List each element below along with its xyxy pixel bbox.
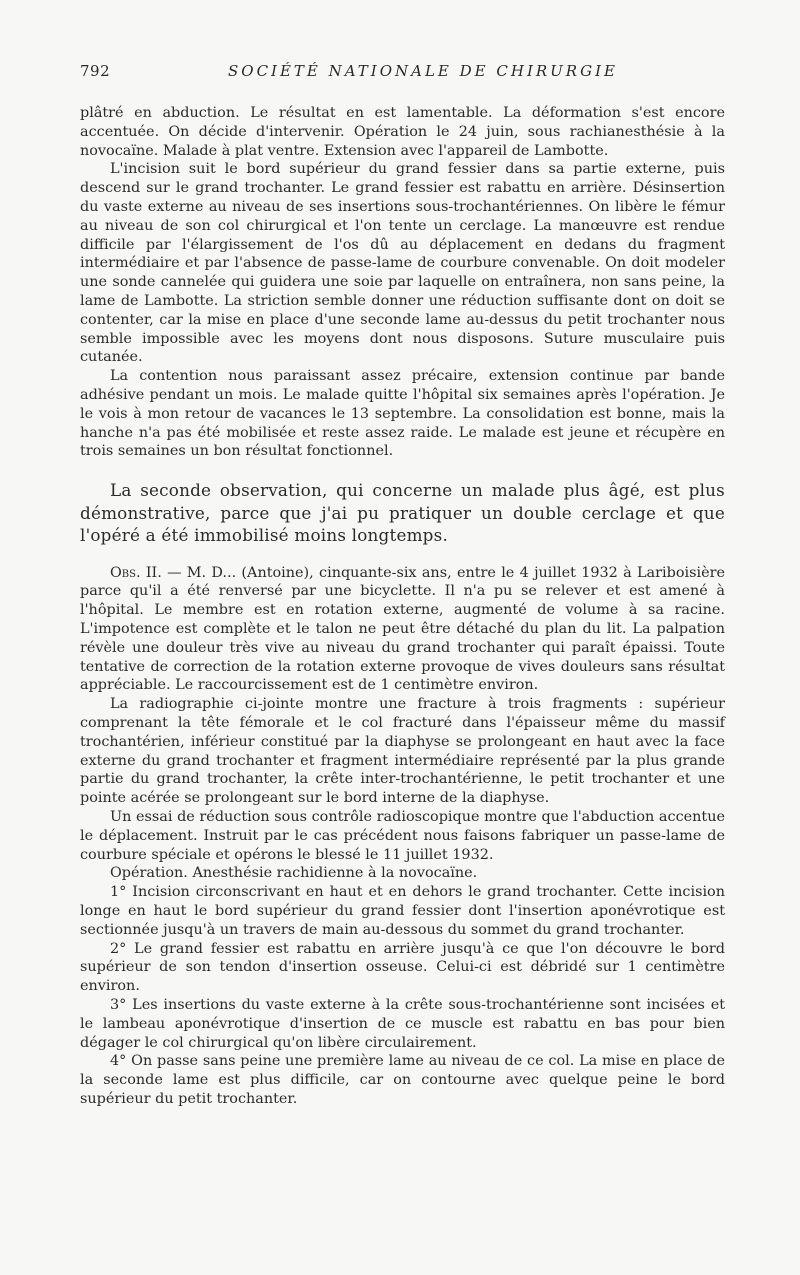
paragraph: 3° Les insertions du vaste externe à la crête sous-trochantérienne sont incisées et le lambeau aponévrotique d'insertion de ce muscle est rabattu en bas pour bien dégager le col chirurgical qu'on libère circulairement. — [80, 996, 725, 1051]
paragraph: L'incision suit le bord supérieur du grand fessier dans sa partie externe, puis descend sur le grand trochanter. Le grand fessier est rabattu en arrière. Désinsertion du vaste externe au niveau de ses insertions sous-trochantériennes. On libère le fémur au niveau de son col chirurgical et l'on tente un cerclage. La manœuvre est rendue difficile par l'élargissement de l'os dû au déplacement en dedans du fragment intermédiaire et par l'absence de passe-lame de courbure convenable. On doit modeler une sonde cannelée qui guidera une soie par laquelle on entraînera, non sans peine, la lame de Lambotte. La striction semble donner une réduction suffisante dont on doit se contenter, car la mise en place d'une seconde lame au-dessus du petit trochanter nous semble impossible avec les moyens dont nous disposons. Suture musculaire puis cutanée. — [80, 161, 725, 366]
running-title: SOCIÉTÉ NATIONALE DE CHIRURGIE — [228, 62, 618, 80]
lead-paragraph: La seconde observation, qui concerne un malade plus âgé, est plus démonstrative, parce que j'ai pu pratiquer un double cerclage et que l'opéré a été immobilisé moins longtemps. — [80, 480, 725, 546]
observation-text: — M. D... (Antoine), cinquante-six ans, entre le 4 juillet 1932 à Lariboisière parce qu'il a été renversé par une bicyclette. Il n'a pu se relever et est amené à l'hôpital. Le membre est en rotation externe, augmenté de volume à sa racine. L'impotence est complète et le talon ne peut être détaché du plan du lit. La palpation révèle une douleur très vive au niveau du grand trochanter qui paraît épaissi. Toute tentative de correction de la rotation externe provoque de vives douleurs sans résultat appréciable. Le raccourcissement est de 1 centimètre environ. — [80, 564, 725, 694]
observation-label: Obs. II. — [110, 564, 162, 581]
paragraph: 4° On passe sans peine une première lame au niveau de ce col. La mise en place de la seconde lame est plus difficile, car on contourne avec quelque peine le bord supérieur du petit trochanter. — [80, 1053, 725, 1107]
paragraph: Un essai de réduction sous contrôle radioscopique montre que l'abduction accentue le déplacement. Instruit par le cas précédent nous faisons fabriquer un passe-lame de courbure spéciale et opérons le blessé le 11 juillet 1932. — [80, 809, 725, 863]
observation-paragraph — [80, 564, 725, 696]
paragraph: 1° Incision circonscrivant en haut et en dehors le grand trochanter. Cette incision longe en haut le bord supérieur du grand fessier dont l'insertion aponévrotique est sectionnée jusqu'à un travers de main au-dessous du sommet du grand trochanter. — [80, 884, 725, 938]
paragraph: 2° Le grand fessier est rabattu en arrière jusqu'à ce que l'on découvre le bord supérieur de son tendon d'insertion osseuse. Celui-ci est débridé sur 1 centimètre environ. — [80, 940, 725, 995]
page-header — [80, 62, 725, 84]
paragraph: Opération. Anesthésie rachidienne à la novocaïne. — [110, 865, 478, 882]
page-number: 792 — [80, 62, 111, 80]
page-body — [80, 104, 725, 1109]
paragraph: La radiographie ci-jointe montre une fracture à trois fragments : supérieur comprenant la tête fémorale et le col fracturé dans l'épaisseur même du massif trochantérien, inférieur constitué par la diaphyse se prolongeant en haut avec la face externe du grand trochanter et fragment intermédiaire représenté par la plus grande partie du grand trochanter, la crête inter-trochantérienne, le petit trochanter et une pointe acérée se prolongeant sur le bord interne de la diaphyse. — [80, 696, 725, 807]
paragraph: La contention nous paraissant assez précaire, extension continue par bande adhésive pendant un mois. Le malade quitte l'hôpital six semaines après l'opération. Je le vois à mon retour de vacances le 13 septembre. La consolidation est bonne, mais la hanche n'a pas été mobilisée et reste assez raide. Le malade est jeune et récupère en trois semaines un bon résultat fonctionnel. — [80, 368, 725, 460]
paragraph: plâtré en abduction. Le résultat en est lamentable. La déformation s'est encore accentuée. On décide d'intervenir. Opération le 24 juin, sous rachianesthésie à la novocaïne. Malade à plat ventre. Extension avec l'appareil de Lambotte. — [80, 105, 725, 159]
